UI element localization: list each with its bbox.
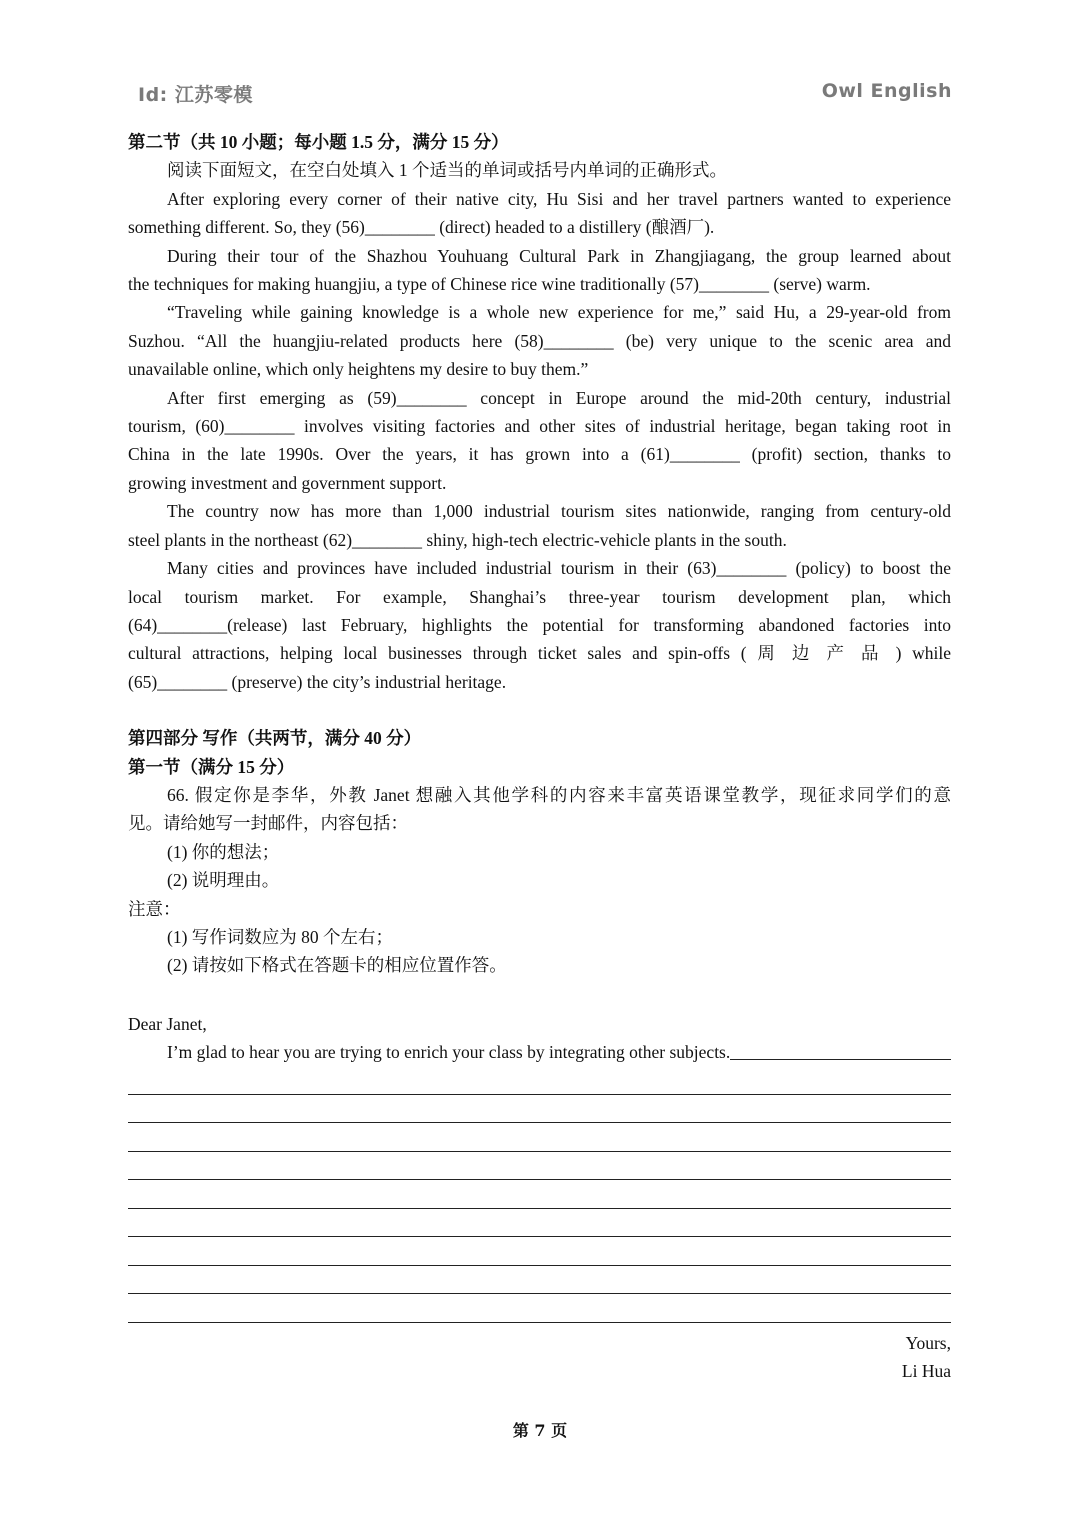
part4-title: 第四部分 写作（共两节，满分 40 分） (128, 728, 422, 749)
passage-line: something different. So, they (56)________ (direct) headed to a distillery (酿酒厂). (128, 217, 715, 238)
spacer (128, 696, 951, 724)
answer-lines (128, 1066, 951, 1323)
passage-line: During their tour of the Shazhou Youhuang Cultural Park in Zhangjiagang, the group learned about (167, 245, 951, 266)
answer-line[interactable] (128, 1209, 951, 1238)
spacer (128, 980, 951, 1010)
passage-line: the techniques for making huangjiu, a type of Chinese rice wine traditionally (57)________ (serve) warm. (128, 274, 871, 295)
letter-salutation: Dear Janet, (128, 1013, 207, 1034)
note-label: 注意： (128, 898, 181, 919)
passage-line: Suzhou. “All the huangjiu-related products here (58)________ (be) very unique to the scenic area and (128, 330, 951, 351)
page-number: 第 7 页 (512, 1421, 568, 1440)
answer-line[interactable] (128, 1294, 951, 1323)
passage-line: local tourism market. For example, Shanghai’s three-year tourism development plan, which (128, 586, 951, 607)
passage-line: (64)________(release) last February, highlights the potential for transforming abandoned factories into (128, 614, 951, 635)
passage-line: cultural attractions, helping local businesses through ticket sales and spin-offs ( 周 边 产 品 ) while (128, 643, 951, 664)
page-content (128, 128, 951, 1386)
passage-line: (65)________ (preserve) the city’s industrial heritage. (128, 671, 507, 692)
passage-line: unavailable online, which only heightens my desire to buy them.” (128, 359, 589, 380)
writing-note: (2) 请按如下格式在答题卡的相应位置作答。 (167, 955, 507, 976)
cloze-passage (128, 185, 951, 696)
writing-note: (1) 写作词数应为 80 个左右； (167, 926, 394, 947)
letter-closing: Yours, (905, 1332, 951, 1353)
passage-line: growing investment and government support. (128, 472, 447, 493)
answer-line[interactable] (730, 1038, 951, 1060)
writing-prompt-line: 见。请给她写一封邮件，内容包括： (128, 813, 408, 834)
passage-line: After first emerging as (59)________ concept in Europe around the mid-20th century, industrial (167, 387, 951, 408)
answer-line[interactable] (128, 1237, 951, 1266)
answer-line[interactable] (128, 1066, 951, 1095)
header-watermark-left: Id: 江苏零模 (138, 84, 253, 106)
writing-point: (1) 你的想法； (167, 841, 280, 862)
letter-opening: I’m glad to hear you are trying to enrich your class by integrating other subjects. (167, 1042, 731, 1063)
passage-line: After exploring every corner of their native city, Hu Sisi and her travel partners wanted to experience (167, 188, 951, 209)
writing-prompt-line: 66. 假定你是李华，外教 Janet 想融入其他学科的内容来丰富英语课堂教学，现征求同学们的意 (167, 784, 951, 805)
writing-point: (2) 说明理由。 (167, 870, 280, 891)
section2-title: 第二节（共 10 小题；每小题 1.5 分，满分 15 分） (128, 132, 509, 152)
answer-line[interactable] (128, 1266, 951, 1295)
header-watermark-right: Owl English (821, 80, 952, 102)
part4-section1-title: 第一节（满分 15 分） (128, 756, 295, 777)
answer-line[interactable] (128, 1152, 951, 1181)
answer-line[interactable] (128, 1095, 951, 1124)
letter-signature: Li Hua (901, 1361, 951, 1382)
passage-line: tourism, (60)________ involves visiting factories and other sites of industrial heritage, began taking root in (128, 416, 951, 437)
passage-line: China in the late 1990s. Over the years, it has grown into a (61)________ (profit) section, thanks to (128, 444, 951, 465)
passage-line: The country now has more than 1,000 industrial tourism sites nationwide, ranging from century-old (167, 501, 951, 522)
section2-instruction: 阅读下面短文，在空白处填入 1 个适当的单词或括号内单词的正确形式。 (167, 160, 727, 181)
passage-line: steel plants in the northeast (62)________ shiny, high-tech electric-vehicle plants in the south. (128, 529, 787, 550)
answer-line[interactable] (128, 1180, 951, 1209)
answer-line[interactable] (128, 1123, 951, 1152)
passage-line: “Traveling while gaining knowledge is a whole new experience for me,” said Hu, a 29-year-old from (167, 302, 951, 323)
letter-opening-row (128, 1038, 951, 1066)
passage-line: Many cities and provinces have included industrial tourism in their (63)________ (policy) to boost the (167, 558, 951, 579)
